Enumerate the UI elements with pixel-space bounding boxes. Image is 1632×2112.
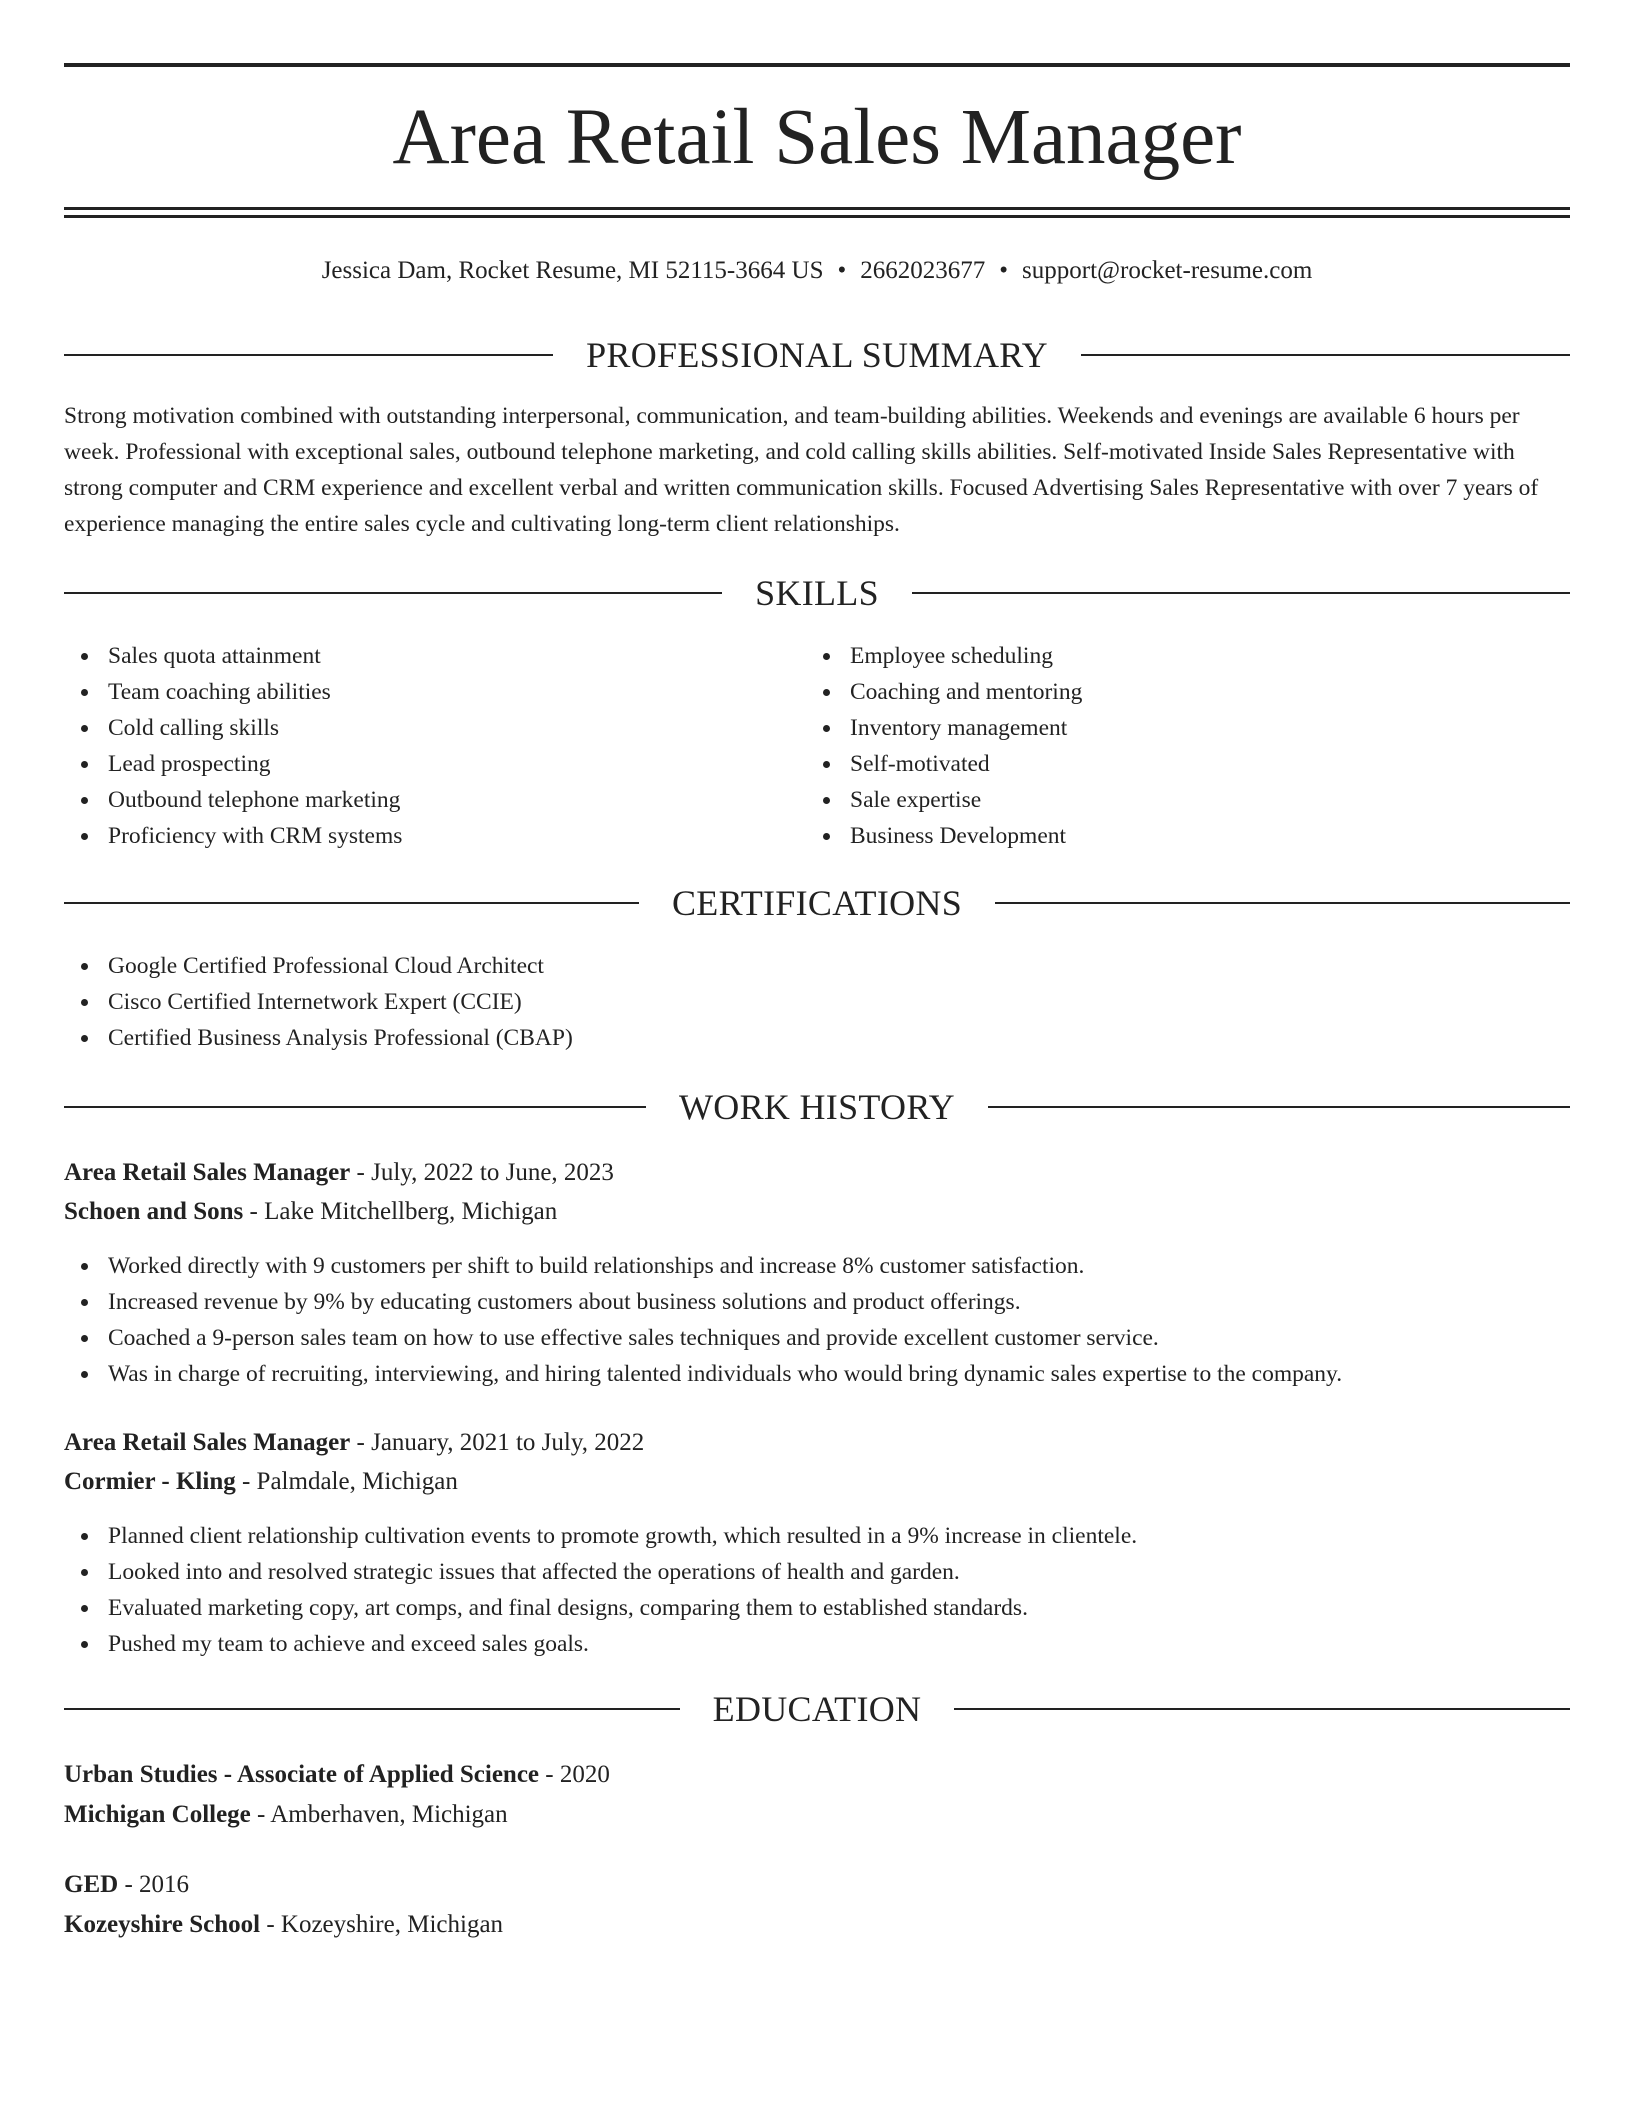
skill-item: Inventory management — [806, 710, 1082, 746]
certification-item: Cisco Certified Internetwork Expert (CCIE) — [64, 984, 573, 1020]
job-bullet: Coached a 9-person sales team on how to use effective sales techniques and provide excellent customer service. — [64, 1320, 1342, 1356]
job-title-line — [64, 1155, 614, 1191]
section-heading-education — [64, 1686, 1570, 1732]
job-bullets — [64, 1248, 1342, 1392]
summary-text: Strong motivation combined with outstanding interpersonal, communication, and team-building abilities. Weekends and evenings are available 6 hours per week. Professional with exceptional sales, outbound telephone marketing, and cold calling skills abilities. Self-motivated Inside Sales Representative with strong computer and CRM experience and excellent verbal and written communication skills. Focused Advertising Sales Representative with over 7 years of experience managing the entire sales cycle and cultivating long-term client relationships. — [64, 403, 1539, 537]
contact-email: support@rocket-resume.com — [1022, 257, 1313, 284]
job-company: Cormier - Kling — [64, 1468, 236, 1495]
page-title: Area Retail Sales Manager — [392, 94, 1242, 181]
certifications-list — [64, 948, 573, 1056]
heading-divider — [64, 1708, 680, 1710]
education-school: Kozeyshire School — [64, 1911, 261, 1938]
skills-list-left — [64, 638, 402, 854]
job-location: - Palmdale, Michigan — [235, 1468, 458, 1495]
education-year: - 2016 — [118, 1871, 190, 1898]
heading-divider — [988, 1106, 1570, 1108]
skill-item: Cold calling skills — [64, 710, 402, 746]
heading-divider — [64, 354, 553, 356]
education-school: Michigan College — [64, 1801, 251, 1828]
work-history-heading: WORK HISTORY — [679, 1087, 955, 1127]
title-rule-lower — [64, 215, 1570, 218]
job-dates: - January, 2021 to July, 2022 — [350, 1429, 645, 1456]
skill-item: Employee scheduling — [806, 638, 1082, 674]
job-bullet: Pushed my team to achieve and exceed sales goals. — [64, 1626, 1137, 1662]
skill-item: Self-motivated — [806, 746, 1082, 782]
contact-separator: • — [999, 257, 1009, 284]
job-location: - Lake Mitchellberg, Michigan — [243, 1198, 558, 1225]
education-degree: GED — [64, 1871, 119, 1898]
heading-divider — [954, 1708, 1570, 1710]
skill-item: Lead prospecting — [64, 746, 402, 782]
skills-list-right — [806, 638, 1082, 854]
skill-item: Outbound telephone marketing — [64, 782, 402, 818]
education-school-line — [64, 1797, 508, 1833]
skill-item: Sales quota attainment — [64, 638, 402, 674]
section-heading-summary — [64, 332, 1570, 378]
certification-item: Google Certified Professional Cloud Architect — [64, 948, 573, 984]
heading-divider — [995, 902, 1570, 904]
education-location: - Kozeyshire, Michigan — [260, 1911, 504, 1938]
job-bullet: Worked directly with 9 customers per shift to build relationships and increase 8% customer satisfaction. — [64, 1248, 1342, 1284]
job-bullet: Evaluated marketing copy, art comps, and final designs, comparing them to established standards. — [64, 1590, 1137, 1626]
section-heading-work-history — [64, 1084, 1570, 1130]
heading-divider — [64, 1106, 646, 1108]
skill-item: Coaching and mentoring — [806, 674, 1082, 710]
heading-divider — [912, 592, 1570, 594]
job-bullet: Increased revenue by 9% by educating customers about business solutions and product offerings. — [64, 1284, 1342, 1320]
contact-phone: 2662023677 — [860, 257, 986, 284]
section-heading-certifications — [64, 880, 1570, 926]
education-heading: EDUCATION — [712, 1689, 922, 1729]
summary-heading: PROFESSIONAL SUMMARY — [586, 335, 1048, 375]
skills-heading: SKILLS — [755, 573, 879, 613]
job-bullet: Looked into and resolved strategic issues that affected the operations of health and garden. — [64, 1554, 1137, 1590]
contact-separator: • — [837, 257, 847, 284]
job-title: Area Retail Sales Manager — [64, 1429, 351, 1456]
section-heading-skills — [64, 570, 1570, 616]
skill-item: Business Development — [806, 818, 1082, 854]
heading-divider — [64, 902, 639, 904]
job-bullet: Planned client relationship cultivation events to promote growth, which resulted in a 9% increase in clientele. — [64, 1518, 1137, 1554]
education-degree: Urban Studies - Associate of Applied Science — [64, 1761, 540, 1788]
top-rule — [64, 63, 1570, 67]
skill-item: Team coaching abilities — [64, 674, 402, 710]
job-bullets — [64, 1518, 1137, 1662]
job-dates: - July, 2022 to June, 2023 — [350, 1159, 614, 1186]
education-school-line — [64, 1907, 503, 1943]
job-company-line — [64, 1194, 557, 1230]
education-degree-line — [64, 1757, 610, 1793]
contact-address: Jessica Dam, Rocket Resume, MI 52115-3664 US — [321, 257, 824, 284]
job-bullet: Was in charge of recruiting, interviewing, and hiring talented individuals who would bring dynamic sales expertise to the company. — [64, 1356, 1342, 1392]
certifications-heading: CERTIFICATIONS — [671, 883, 963, 923]
title-rule-upper — [64, 207, 1570, 210]
education-year: - 2020 — [539, 1761, 610, 1788]
job-company-line — [64, 1464, 458, 1500]
job-company: Schoen and Sons — [64, 1198, 244, 1225]
skill-item: Sale expertise — [806, 782, 1082, 818]
job-title: Area Retail Sales Manager — [64, 1159, 351, 1186]
education-degree-line — [64, 1867, 189, 1903]
heading-divider — [64, 592, 722, 594]
job-title-line — [64, 1425, 644, 1461]
skill-item: Proficiency with CRM systems — [64, 818, 402, 854]
heading-divider — [1081, 354, 1570, 356]
education-location: - Amberhaven, Michigan — [250, 1801, 508, 1828]
contact-line — [64, 254, 1570, 288]
certification-item: Certified Business Analysis Professional (CBAP) — [64, 1020, 573, 1056]
